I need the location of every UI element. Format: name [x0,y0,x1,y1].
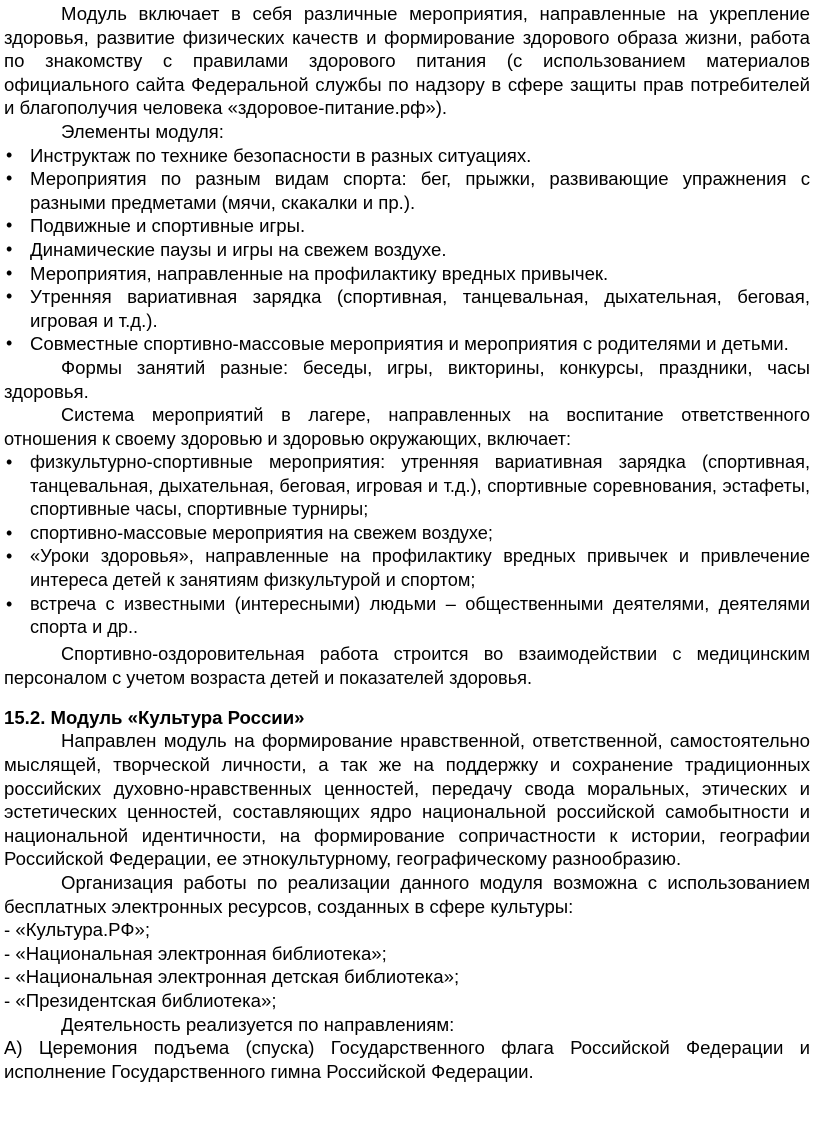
paragraph-module-description: Модуль включает в себя различные мероприятия, направленные на укрепление здоровья, развитие физических качеств и формирование здорового образа жизни, работа по знакомству с правилами здорового питания (с использованием материалов официального сайта Федеральной службы по надзору в сфере защиты прав потребителей и благополучия человека «здоровое-питание.рф»). [4,3,810,119]
list-item: • Инструктаж по технике безопасности в разных ситуациях. [4,144,810,168]
list-item: • Мероприятия, направленные на профилактику вредных привычек. [4,262,810,286]
resource-item: - «Национальная электронная библиотека»; [4,942,387,964]
paragraph-directions-intro: Деятельность реализуется по направлениям: [61,1013,455,1035]
paragraph-forms: Формы занятий разные: беседы, игры, викторины, конкурсы, праздники, часы здоровья. [4,356,810,402]
paragraph-resources-intro: Организация работы по реализации данного модуля возможна с использованием бесплатных электронных ресурсов, созданных в сфере культуры: [4,872,810,917]
resource-item: - «Президентская библиотека»; [4,989,277,1011]
list-item: • физкультурно-спортивные мероприятия: утренняя вариативная зарядка (спортивная, танцевальная, дыхательная, беговая, игровая и т.д.), спортивные соревнования, эстафеты, спортивные часы, спортивные турниры; [4,451,810,522]
system-measures-list [4,451,810,640]
module-elements-list [4,144,810,356]
paragraph-sport-health-work: Спортивно-оздоровительная работа строится во взаимодействии с медицинским персоналом с учетом возраста детей и показателей здоровья. [4,643,810,688]
list-item: • Совместные спортивно-массовые мероприятия и мероприятия с родителями и детьми. [4,332,810,356]
paragraph-module-culture-description: Направлен модуль на формирование нравственной, ответственной, самостоятельно мыслящей, творческой личности, а так же на поддержку и сохранение традиционных российских духовно-нравственных ценностей, передачу свода моральных, этических и эстетических ценностей, составляющих ядро национальной российской самобытности и национальной идентичности, на формирование сопричастности к истории, географии Российской Федерации, ее этнокультурному, географическому разнообразию. [4,730,810,870]
list-item: • спортивно-массовые мероприятия на свежем воздухе; [4,522,810,546]
list-item: • Утренняя вариативная зарядка (спортивная, танцевальная, дыхательная, беговая, игровая и т.д.). [4,285,810,332]
paragraph-module-elements-intro: Элементы модуля: [61,120,224,142]
list-item: • «Уроки здоровья», направленные на профилактику вредных привычек и привлечение интереса детей к занятиям физкультурой и спортом; [4,545,810,592]
list-item: • встреча с известными (интересными) людьми – общественными деятелями, деятелями спорта и др.. [4,593,810,640]
list-item: • Подвижные и спортивные игры. [4,214,810,238]
paragraph-system-intro: Система мероприятий в лагере, направленных на воспитание ответственного отношения к своему здоровью и здоровью окружающих, включает: [4,405,810,450]
list-item: • Мероприятия по разным видам спорта: бег, прыжки, развивающие упражнения с разными предметами (мячи, скакалки и пр.). [4,167,810,214]
resource-item: - «Национальная электронная детская библиотека»; [4,966,460,988]
list-item: • Динамические паузы и игры на свежем воздухе. [4,238,810,262]
resource-item: - «Культура.РФ»; [4,919,150,941]
section-heading: 15.2. Модуль «Культура России» [4,706,305,728]
paragraph-direction-a: А) Церемония подъема (спуска) Государственного флага Российской Федерации и исполнение Государственного гимна Российской Федерации. [4,1037,810,1082]
